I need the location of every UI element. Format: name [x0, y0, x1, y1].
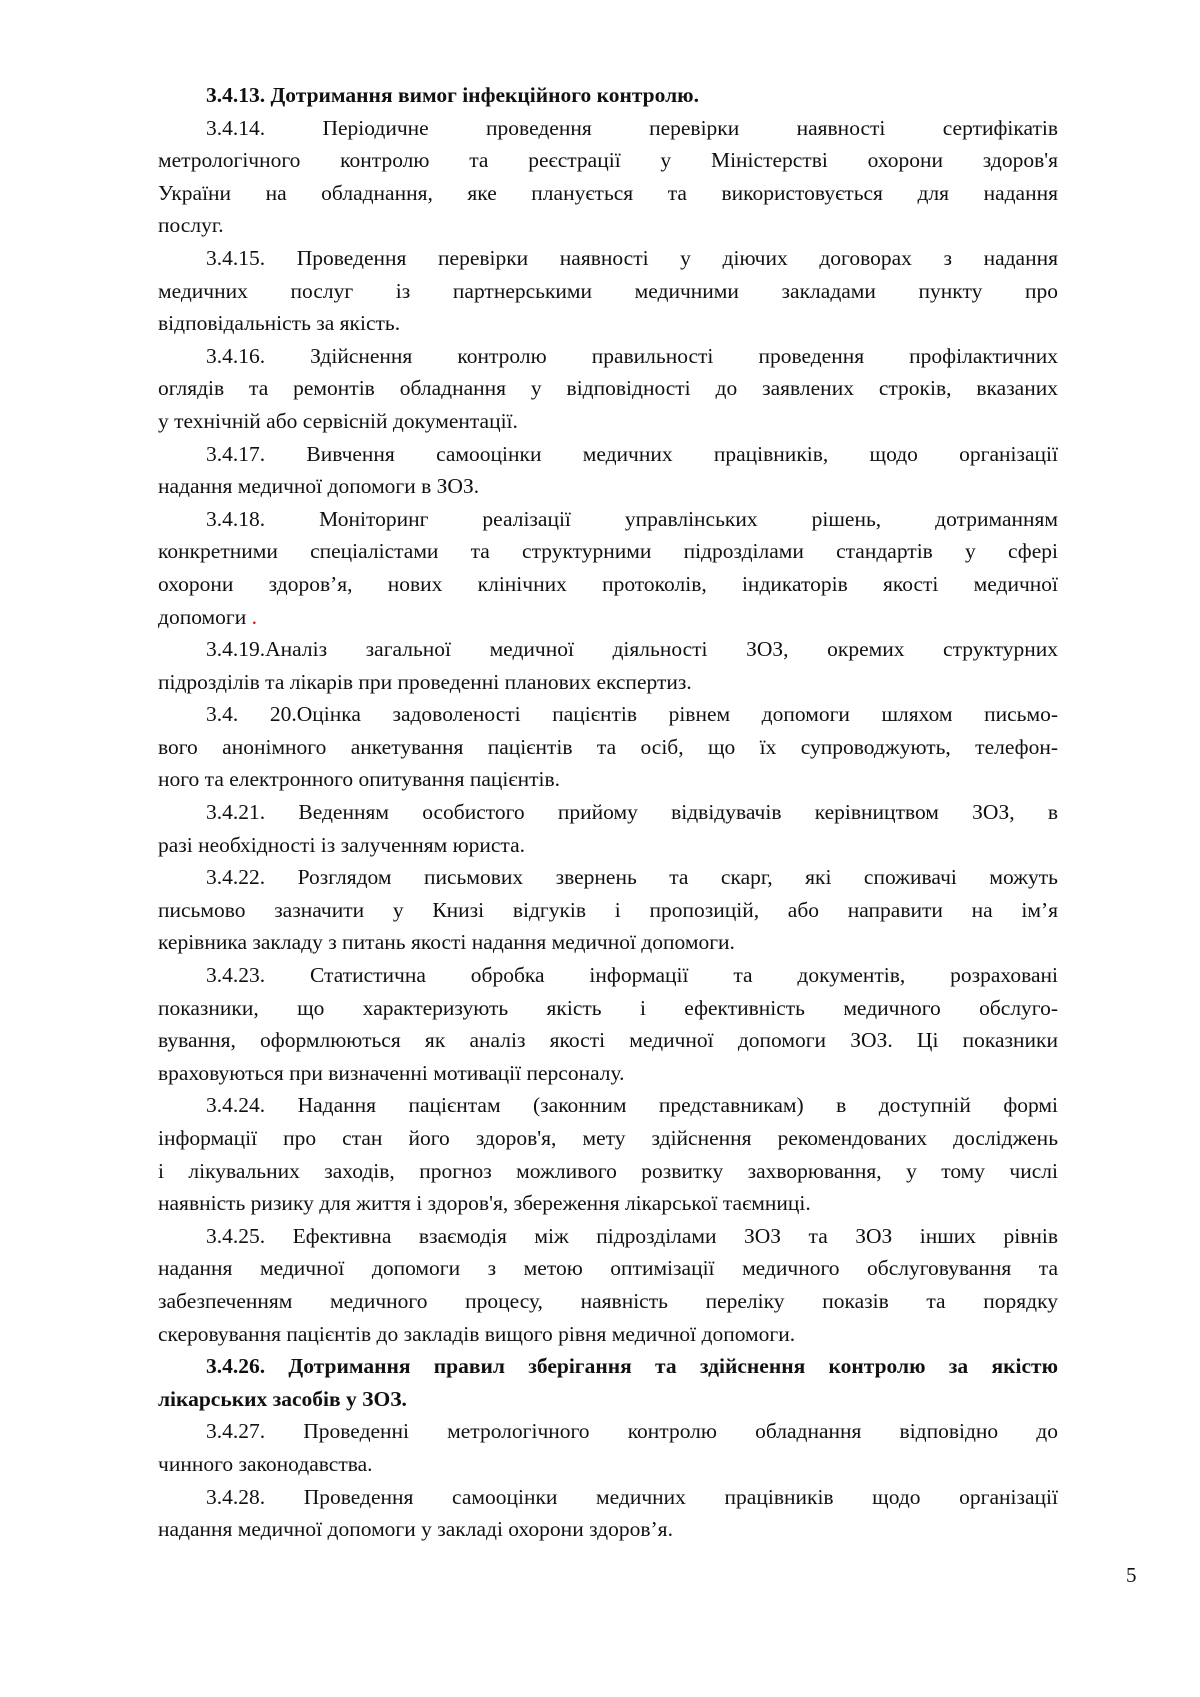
paragraph-line: 3.4.27. Проведенні метрологічного контролю обладнання відповідно до [206, 1419, 1058, 1444]
paragraph-line: 3.4. 20.Оцінка задоволеності пацієнтів рівнем допомоги шляхом письмо- [206, 702, 1058, 727]
paragraph-line: 3.4.22. Розглядом письмових звернень та скарг, які споживачі можуть [206, 865, 1058, 890]
text-block [158, 79, 1058, 1546]
paragraph-3-4-21 [158, 796, 1058, 861]
paragraph-line: надання медичної допомоги у закладі охорони здоров’я. [158, 1517, 673, 1542]
paragraph-line: підрозділів та лікарів при проведенні планових експертиз. [158, 669, 692, 694]
paragraph-line: інформації про стан його здоров'я, мету здійснення рекомендованих досліджень [158, 1126, 1058, 1150]
paragraph-line: керівника закладу з питань якості надання медичної допомоги. [158, 930, 735, 955]
paragraph-3-4-14 [158, 112, 1058, 242]
paragraph-line: вування, оформлюються як аналіз якості медичної допомоги ЗОЗ. Ці показники [158, 1028, 1058, 1053]
paragraph-line: 3.4.24. Надання пацієнтам (законним представникам) в доступній формі [206, 1093, 1058, 1118]
paragraph-line: наявність ризику для життя і здоров'я, збереження лікарської таємниці. [158, 1191, 811, 1216]
paragraph-line: України на обладнання, яке планується та використовується для надання [158, 180, 1058, 205]
paragraph-3-4-20 [158, 698, 1058, 796]
paragraph-line: оглядів та ремонтів обладнання у відповідності до заявлених строків, вказаних [158, 376, 1058, 401]
paragraph-3-4-16 [158, 340, 1058, 438]
paragraph-line: у технічній або сервісній документації. [158, 408, 518, 433]
paragraph-line: охорони здоров’я, нових клінічних протоколів, індикаторів якості медичної [158, 571, 1058, 596]
paragraph-line: 3.4.18. Моніторинг реалізації управлінських рішень, дотриманням [206, 506, 1058, 531]
paragraph-line: послуг. [158, 213, 224, 238]
paragraph-line: надання медичної допомоги з метою оптимізації медичного обслуговування та [158, 1256, 1058, 1281]
paragraph-line: 3.4.25. Ефективна взаємодія між підрозділами ЗОЗ та ЗОЗ інших рівнів [206, 1223, 1058, 1248]
paragraph-line: 3.4.23. Статистична обробка інформації та документів, розраховані [206, 963, 1058, 988]
paragraph-3-4-24 [158, 1089, 1058, 1219]
paragraph-line: скеровування пацієнтів до закладів вищого рівня медичної допомоги. [158, 1321, 796, 1346]
paragraph-line: ного та електронного опитування пацієнтів. [158, 767, 561, 792]
paragraph-line: і лікувальних заходів, прогноз можливого розвитку захворювання, у тому числі [158, 1158, 1058, 1183]
paragraph-3-4-17 [158, 438, 1058, 503]
paragraph-line: лікарських засобів у ЗОЗ. [158, 1386, 407, 1411]
paragraph-line: 3.4.13. Дотримання вимог інфекційного контролю. [206, 83, 699, 107]
paragraph-3-4-15 [158, 242, 1058, 340]
paragraph-3-4-28 [158, 1481, 1058, 1546]
paragraph-line: метрологічного контролю та реєстрації у Міністерстві охорони здоров'я [158, 148, 1058, 173]
page-number: 5 [1126, 1563, 1137, 1587]
paragraph-line: показники, що характеризують якість і ефективність медичного обслуго- [158, 995, 1058, 1020]
paragraph-line: 3.4.17. Вивчення самооцінки медичних працівників, щодо організації [206, 441, 1058, 466]
paragraph-line: надання медичної допомоги в ЗОЗ. [158, 474, 480, 499]
paragraph-line: відповідальність за якість. [158, 311, 401, 336]
paragraph-line: враховуються при визначенні мотивації персоналу. [158, 1060, 625, 1085]
paragraph-line: вого анонімного анкетування пацієнтів та осіб, що їх супроводжують, телефон- [158, 734, 1058, 759]
paragraph-line: забезпеченням медичного процесу, наявність переліку показів та порядку [158, 1288, 1058, 1313]
paragraph-3-4-18 [158, 503, 1058, 633]
paragraph-3-4-23 [158, 959, 1058, 1089]
paragraph-3-4-26 [158, 1350, 1058, 1415]
paragraph-line: конкретними спеціалістами та структурними підрозділами стандартів у сфері [158, 539, 1058, 564]
paragraph-line: 3.4.14. Періодичне проведення перевірки наявності сертифікатів [206, 115, 1058, 140]
paragraph-line: 3.4.26. Дотримання правил зберігання та здійснення контролю за якістю [206, 1354, 1058, 1379]
paragraph-line: 3.4.16. Здійснення контролю правильності проведення профілактичних [206, 343, 1058, 368]
paragraph-line: 3.4.15. Проведення перевірки наявності у діючих договорах з надання [206, 245, 1058, 270]
paragraph-3-4-27 [158, 1415, 1058, 1480]
paragraph-3-4-22 [158, 861, 1058, 959]
paragraph-line: 3.4.19.Аналіз загальної медичної діяльності ЗОЗ, окремих структурних [206, 637, 1058, 662]
paragraph-3-4-19 [158, 633, 1058, 698]
paragraph-3-4-25 [158, 1220, 1058, 1350]
paragraph-3-4-13 [158, 79, 1058, 112]
paragraph-line: чинного законодавства. [158, 1451, 373, 1476]
red-period: . [251, 604, 257, 629]
paragraph-line: разі необхідності із залученням юриста. [158, 832, 526, 857]
paragraph-line: медичних послуг із партнерськими медичними закладами пункту про [158, 278, 1058, 303]
paragraph-line: 3.4.28. Проведення самооцінки медичних працівників щодо організації [206, 1484, 1058, 1509]
paragraph-line: письмово зазначити у Книзі відгуків і пропозицій, або направити на ім’я [158, 897, 1058, 922]
paragraph-line: допомоги . [158, 604, 257, 629]
paragraph-line: 3.4.21. Веденням особистого прийому відвідувачів керівництвом ЗОЗ, в [206, 800, 1058, 825]
